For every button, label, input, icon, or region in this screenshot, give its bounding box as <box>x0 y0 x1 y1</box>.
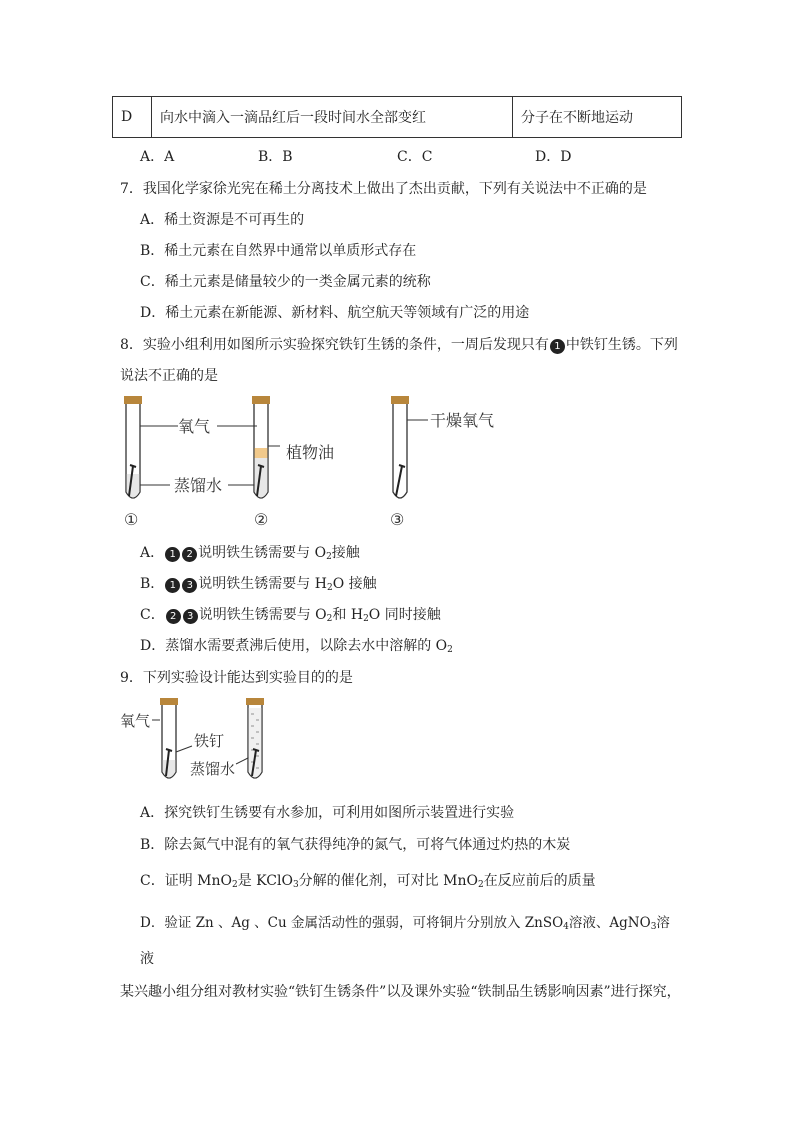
q9-tube-left <box>160 698 178 778</box>
label-oil: 植物油 <box>286 443 335 462</box>
q9-label-water: 蒸馏水 <box>190 760 236 778</box>
q9-option-d-part3: 溶 <box>656 915 670 931</box>
q8-option-a-prefix: A． <box>140 545 165 561</box>
q7-stem: 7．我国化学家徐光宪在稀土分离技术上做出了杰出贡献，下列有关说法中不正确的是 <box>120 181 647 197</box>
q9-label-oxygen: 氧气 <box>120 712 151 730</box>
subscript: 2 <box>363 614 369 624</box>
tube-label-1: ① <box>124 510 139 529</box>
table-cell-label: D <box>113 97 152 138</box>
q9-option-b: B．除去氮气中混有的氧气获得纯净的氮气，可将气体通过灼热的木炭 <box>140 837 571 853</box>
test-tube-3 <box>391 396 409 498</box>
q8-option-c-prefix: C． <box>140 607 165 623</box>
q9-tube-right <box>246 698 264 778</box>
subscript: 3 <box>650 922 657 932</box>
subscript: 2 <box>326 583 333 593</box>
q8-option-a <box>140 542 360 562</box>
q8-option-a-text: 说明铁生锈需要与 O <box>198 545 327 561</box>
q7-option-d: D．稀土元素在新能源、新材料、航空航天等领域有广泛的用途 <box>140 305 530 321</box>
q8-figure <box>110 392 510 532</box>
q9-option-d <box>140 911 670 932</box>
test-tube-2 <box>252 396 270 498</box>
q9-option-a: A．探究铁钉生锈要有水参加，可利用如图所示装置进行实验 <box>140 805 515 821</box>
tube-label-3: ③ <box>390 510 405 529</box>
circled-number-icon: 2 <box>182 547 197 562</box>
q8-option-c-mid: 和 H <box>332 607 364 623</box>
subscript: 2 <box>447 645 453 655</box>
label-dry-oxygen: 干燥氧气 <box>430 411 495 430</box>
closing-paragraph: 某兴趣小组分组对教材实验“铁钉生锈条件”以及课外实验“铁制品生锈影响因素”进行探究， <box>120 984 681 1000</box>
answer-table <box>112 96 682 138</box>
subscript: 2 <box>326 614 333 624</box>
circled-number-icon: 3 <box>183 609 198 624</box>
q8-option-c <box>140 604 441 624</box>
label-oxygen: 氧气 <box>178 417 211 436</box>
q9-option-c-part3: 分解的催化剂，可对比 MnO <box>298 873 478 889</box>
circled-number-icon: 2 <box>166 609 181 624</box>
table-cell-explanation: 分子在不断地运动 <box>513 97 682 138</box>
q8-option-b-text: 说明铁生锈需要与 H <box>198 576 327 592</box>
q8-stem-part1: 8．实验小组利用如图所示实验探究铁钉生锈的条件，一周后发现只有 <box>120 337 549 353</box>
q6-option-c: C．C <box>397 149 433 165</box>
q8-stem-part2: 中铁钉生锈。下列 <box>565 337 678 353</box>
q8-option-d-text: D．蒸馏水需要煮沸后使用，以除去水中溶解的 O <box>140 638 448 654</box>
circled-number-icon: 1 <box>165 578 180 593</box>
q7-option-a: A．稀土资源是不可再生的 <box>140 212 305 228</box>
q9-option-d-part1: D．验证 Zn 、Ag 、Cu 金属活动性的强弱，可将铜片分别放入 ZnSO <box>140 915 564 931</box>
q8-stem-line2: 说法不正确的是 <box>120 368 218 384</box>
q6-option-d: D．D <box>535 149 572 165</box>
q8-option-c-end: O 同时接触 <box>368 607 441 623</box>
subscript: 2 <box>477 880 484 890</box>
label-water: 蒸馏水 <box>174 476 223 495</box>
q9-option-c-part1: C．证明 MnO <box>140 873 232 889</box>
table-cell-phenomenon: 向水中滴入一滴品红后一段时间水全部变红 <box>152 97 513 138</box>
q8-option-b-end: O 接触 <box>332 576 377 592</box>
circled-number-icon: 3 <box>182 578 197 593</box>
q7-option-b: B．稀土元素在自然界中通常以单质形式存在 <box>140 243 417 259</box>
table-row <box>113 97 682 138</box>
subscript: 3 <box>292 880 299 890</box>
circled-number-icon: 1 <box>165 547 180 562</box>
q8-stem <box>120 334 678 354</box>
q8-option-d <box>140 635 453 655</box>
q9-option-d-line2: 液 <box>140 951 154 967</box>
q8-option-a-end: 接触 <box>331 545 360 561</box>
q9-figure <box>116 694 276 794</box>
q9-option-c-part2: 是 KClO <box>237 873 293 889</box>
q8-option-c-text: 说明铁生锈需要与 O <box>198 607 327 623</box>
q9-option-c-part4: 在反应前后的质量 <box>483 873 596 889</box>
q8-option-b-prefix: B． <box>140 576 165 592</box>
q9-label-nail: 铁钉 <box>194 732 225 750</box>
circled-number-icon: 1 <box>550 339 565 354</box>
subscript: 4 <box>563 922 569 932</box>
q9-option-d-part2: 溶液、AgNO <box>568 915 651 931</box>
q7-option-c: C．稀土元素是储量较少的一类金属元素的统称 <box>140 274 431 290</box>
subscript: 2 <box>326 552 332 562</box>
q6-option-a: A．A <box>140 149 175 165</box>
q9-stem: 9．下列实验设计能达到实验目的的是 <box>120 670 353 686</box>
test-tube-1 <box>124 396 142 498</box>
tube-label-2: ② <box>254 510 269 529</box>
q6-option-b: B．B <box>258 149 293 165</box>
q9-option-c <box>140 870 596 890</box>
subscript: 2 <box>232 880 238 890</box>
q8-option-b <box>140 573 377 593</box>
